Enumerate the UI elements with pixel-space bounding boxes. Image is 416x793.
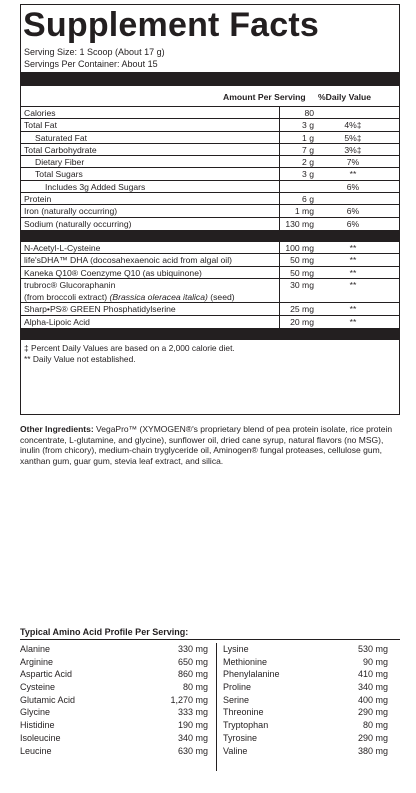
nutrient-dv: 6% [346, 181, 360, 192]
nutrient-amount: 6 g [302, 194, 314, 205]
footnote-established: ** Daily Value not established. [24, 353, 136, 364]
amino-row [223, 694, 400, 707]
amino-row [20, 681, 210, 694]
nutrient-amount: 80 [304, 108, 314, 118]
nutrient-dv: 5%‡ [344, 132, 362, 143]
nutrient-amount: 3 g [302, 169, 314, 180]
amino-column-separator [216, 643, 217, 771]
amino-name: Isoleucine [20, 732, 61, 743]
column-header [21, 86, 399, 107]
row-divider [279, 181, 280, 192]
amino-row [223, 668, 400, 681]
nutrient-row [21, 132, 399, 144]
amino-row [223, 706, 400, 719]
nutrient-dv: ** [349, 169, 357, 180]
amino-name: Phenylalanine [223, 669, 280, 680]
amino-name: Aspartic Acid [20, 669, 73, 680]
nutrient-label: Dietary Fiber [35, 157, 85, 168]
ingredient-row [21, 279, 399, 291]
row-divider [279, 242, 280, 253]
row-divider [279, 316, 280, 328]
amino-name: Cysteine [20, 682, 56, 693]
amino-value: 530 mg [357, 644, 388, 654]
ingredient-label: trubroc® Glucoraphanin [24, 279, 116, 290]
ingredient-dv: ** [349, 255, 357, 266]
ingredient-amount: 50 mg [290, 255, 314, 266]
amino-name: Tyrosine [223, 732, 258, 743]
trubroc-source [24, 291, 235, 303]
ingredient-dv: ** [349, 316, 357, 327]
ingredient-dv: ** [349, 267, 357, 278]
row-divider [279, 291, 280, 302]
amino-value: 290 mg [357, 707, 388, 718]
nutrient-amount: 7 g [302, 144, 314, 155]
nutrient-amount: 2 g [302, 157, 314, 168]
nutrient-label: Total Sugars [35, 169, 83, 180]
amino-name: Serine [223, 694, 250, 705]
ingredient-amount: 50 mg [290, 267, 314, 278]
nutrient-dv: 4%‡ [344, 120, 362, 131]
row-divider [279, 107, 280, 118]
ingredient-label: life'sDHA™ DHA (docosahexaenoic acid from algal oil) [24, 255, 232, 266]
nutrient-row [21, 156, 399, 168]
dv-header: %Daily Value [318, 92, 372, 102]
nutrient-amount: 1 g [302, 132, 314, 143]
nutrient-label: Total Fat [24, 120, 57, 131]
row-divider [279, 279, 280, 291]
thick-divider [21, 72, 399, 86]
bottom-divider [21, 328, 399, 340]
nutrient-row [21, 193, 399, 205]
amino-name: Valine [223, 745, 248, 756]
nutrient-amount: 1 mg [294, 206, 314, 217]
amino-value: 333 mg [177, 707, 208, 718]
row-divider [279, 168, 280, 179]
nutrient-label: Sodium (naturally occurring) [24, 218, 132, 229]
amino-row [20, 706, 210, 719]
amino-value: 190 mg [177, 720, 208, 731]
nutrient-label: Calories [24, 108, 56, 118]
nutrient-amount: 3 g [302, 120, 314, 131]
ingredient-label: N-Acetyl-L-Cysteine [24, 242, 101, 253]
amino-value: 340 mg [177, 732, 208, 743]
amino-row [20, 643, 210, 656]
nutrient-dv: 3%‡ [344, 144, 362, 155]
ingredient-table [21, 242, 399, 328]
amino-row [20, 668, 210, 681]
amino-left-column [20, 643, 210, 757]
amino-name: Threonine [223, 707, 264, 718]
nutrient-label: Iron (naturally occurring) [24, 206, 118, 217]
amino-value: 90 mg [362, 656, 388, 667]
amino-title: Typical Amino Acid Profile Per Serving: [20, 626, 400, 640]
row-divider [279, 303, 280, 314]
ingredient-dv: ** [349, 304, 357, 315]
ingredient-label: Kaneka Q10® Coenzyme Q10 (as ubiquinone) [24, 267, 202, 278]
row-divider [279, 267, 280, 278]
amino-row [223, 745, 400, 758]
ingredient-dv: ** [349, 279, 357, 290]
amino-name: Tryptophan [223, 720, 269, 731]
amino-row [20, 656, 210, 669]
serving-size: Serving Size: 1 Scoop (About 17 g) [24, 47, 165, 57]
amino-row [20, 694, 210, 707]
nutrient-dv: 6% [346, 218, 360, 229]
other-ingredients-label: Other Ingredients: [20, 424, 94, 434]
supplement-facts-panel [20, 4, 400, 415]
row-divider [279, 156, 280, 167]
row-divider [279, 132, 280, 143]
amino-row [223, 732, 400, 745]
ingredient-amount: 30 mg [290, 279, 314, 290]
nutrient-row [21, 107, 399, 119]
ingredient-label: Alpha-Lipoic Acid [24, 316, 90, 327]
amino-row [223, 656, 400, 669]
other-ingredients-text: VegaPro™ (XYMOGEN®'s proprietary blend of pea protein isolate, rice protein concentrate, L-glutamine, and glycine), sunflower oil, dried cane syrup, natural flavors (no MSG), inulin (from chicory), medium-chain tryglyceride oil, Aminogen® fungal proteases, cellulose gum, xanthan gum, guar gum, stevia leaf extract, and silica. [20, 424, 393, 466]
nutrient-table [21, 107, 399, 230]
ingredient-row [21, 303, 399, 315]
amino-name: Glutamic Acid [20, 694, 76, 705]
amino-value: 410 mg [357, 669, 388, 680]
nutrient-row [21, 119, 399, 131]
panel-title: Supplement Facts [23, 6, 320, 44]
nutrient-label: Protein [24, 194, 52, 205]
nutrient-row [21, 205, 399, 217]
nutrient-amount: 130 mg [285, 218, 314, 229]
amino-row [20, 732, 210, 745]
amino-right-column [223, 643, 400, 757]
nutrient-row [21, 168, 399, 180]
amino-value: 860 mg [177, 669, 208, 680]
amino-name: Histidine [20, 720, 55, 731]
row-divider [279, 193, 280, 204]
trubroc-source-suffix: (seed) [207, 292, 235, 303]
ingredient-row [21, 254, 399, 266]
ingredient-label: Sharp•PS® GREEN Phosphatidylserine [24, 304, 176, 315]
amino-name: Lysine [223, 644, 249, 654]
other-ingredients [20, 424, 400, 466]
amino-value: 340 mg [357, 682, 388, 693]
nutrient-row [21, 181, 399, 193]
amino-value: 380 mg [357, 745, 388, 756]
amino-row [20, 745, 210, 758]
trubroc-source-prefix: (from broccoli extract) [24, 292, 110, 303]
amino-row [223, 643, 400, 656]
nutrient-row [21, 144, 399, 156]
ingredient-row [21, 242, 399, 254]
amino-row [223, 681, 400, 694]
row-divider [279, 218, 280, 230]
section-divider [21, 230, 399, 242]
servings-per-container: Servings Per Container: About 15 [24, 58, 158, 69]
amino-value: 80 mg [362, 720, 388, 731]
amino-name: Arginine [20, 656, 54, 667]
amino-row [20, 719, 210, 732]
amino-value: 650 mg [177, 656, 208, 667]
amino-row [223, 719, 400, 732]
trubroc-source-italic: (Brassica oleracea italica) [109, 292, 208, 303]
ingredient-amount: 25 mg [290, 304, 314, 315]
ingredient-amount: 100 mg [285, 242, 314, 253]
ingredient-row [21, 316, 399, 328]
ingredient-row-continued [21, 291, 399, 303]
amino-name: Alanine [20, 644, 51, 654]
row-divider [279, 254, 280, 265]
amino-acid-profile [20, 626, 400, 773]
row-divider [279, 119, 280, 130]
amino-value: 330 mg [177, 644, 208, 654]
amino-value: 400 mg [357, 694, 388, 705]
nutrient-label: Total Carbohydrate [24, 144, 97, 155]
amount-header: Amount Per Serving [223, 92, 306, 102]
ingredient-dv: ** [349, 242, 357, 253]
amino-name: Methionine [223, 656, 268, 667]
row-divider [279, 144, 280, 155]
ingredient-row [21, 267, 399, 279]
amino-value: 290 mg [357, 732, 388, 743]
amino-name: Leucine [20, 745, 52, 756]
amino-name: Glycine [20, 707, 51, 718]
amino-value: 1,270 mg [170, 694, 208, 705]
footnote-dv: ‡ Percent Daily Values are based on a 2,000 calorie diet. [24, 343, 235, 354]
footnotes [21, 340, 399, 367]
amino-value: 630 mg [177, 745, 208, 756]
nutrient-row [21, 218, 399, 230]
amino-name: Proline [223, 682, 252, 693]
nutrient-label: Saturated Fat [35, 132, 88, 143]
amino-value: 80 mg [182, 682, 208, 693]
row-divider [279, 205, 280, 216]
nutrient-label: Includes 3g Added Sugars [45, 181, 146, 192]
nutrient-dv: 7% [346, 157, 360, 168]
ingredient-amount: 20 mg [290, 316, 314, 327]
nutrient-dv: 6% [346, 206, 360, 217]
